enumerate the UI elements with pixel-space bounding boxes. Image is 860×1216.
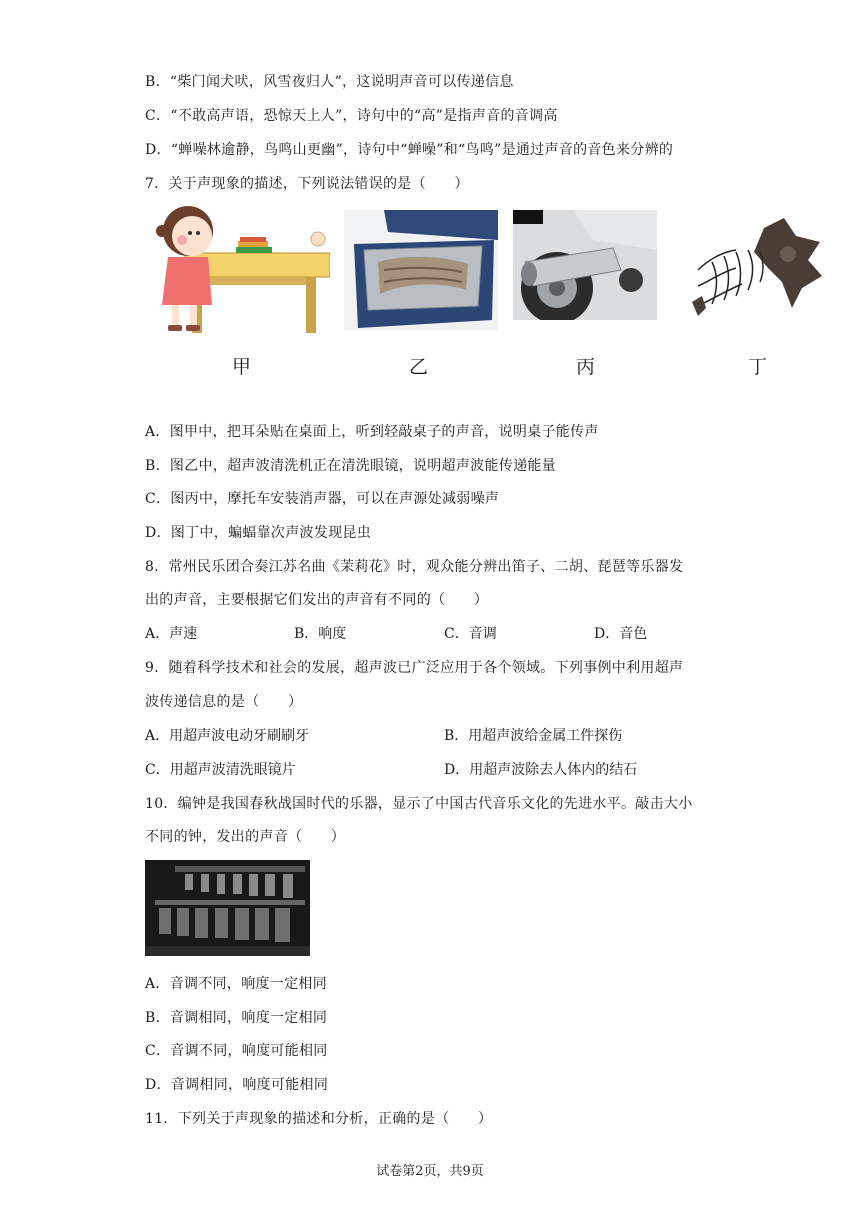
q8-stem-line1: 8．常州民乐团合奏江苏名曲《茉莉花》时，观众能分辨出笛子、二胡、琵琶等乐器发: [145, 559, 684, 575]
q9-option-d: D．用超声波除去人体内的结石: [444, 762, 638, 778]
caption-jia: 甲: [232, 356, 252, 378]
q6-option-b: B．“柴门闻犬吠，风雪夜归人”，这说明声音可以传递信息: [145, 74, 514, 90]
q8-option-c: C．音调: [444, 626, 497, 642]
q9-option-c: C．用超声波清洗眼镜片: [145, 762, 296, 778]
q6-option-c: C．“不敢高声语，恐惊天上人”，诗句中的“高”是指声音的音调高: [145, 108, 558, 124]
q8-option-d: D．音色: [594, 626, 648, 642]
q10-stem-line2: 不同的钟，发出的声音（ ）: [145, 829, 346, 845]
q11-stem: 11．下列关于声现象的描述和分析，正确的是（ ）: [145, 1111, 493, 1127]
q10-stem-line1: 10．编钟是我国春秋战国时代的乐器，显示了中国古代音乐文化的先进水平。敲击大小: [145, 796, 693, 812]
q9-stem-line2: 波传递信息的是（ ）: [145, 694, 303, 710]
q9-stem-line1: 9．随着科学技术和社会的发展，超声波已广泛应用于各个领域。下列事例中利用超声: [145, 660, 684, 676]
q10-option-c: C．音调不同，响度可能相同: [145, 1043, 328, 1059]
figure-bianzhong-bells: [145, 860, 310, 956]
caption-bing: 丙: [576, 356, 596, 378]
figure-ding-bat-echolocation: [684, 212, 828, 332]
q10-option-a: A．音调不同，响度一定相同: [145, 976, 328, 992]
q10-option-d: D．音调相同，响度可能相同: [145, 1077, 329, 1093]
q10-option-b: B．音调相同，响度一定相同: [145, 1010, 328, 1026]
q7-option-d: D．图丁中，蝙蝠靠次声波发现昆虫: [145, 525, 372, 541]
q9-option-a: A．用超声波电动牙刷刷牙: [145, 728, 310, 744]
page-footer: 试卷第2页，共9页: [376, 1164, 484, 1179]
figure-yi-ultrasonic-cleaner: [344, 210, 498, 330]
q9-option-b: B．用超声波给金属工件探伤: [444, 728, 623, 744]
q7-option-c: C．图丙中，摩托车安装消声器，可以在声源处减弱噪声: [145, 491, 500, 507]
q6-option-d: D．“蝉噪林逾静，鸟鸣山更幽”，诗句中“蝉噪”和“鸟鸣”是通过声音的音色来分辨的: [145, 142, 674, 158]
q7-stem: 7．关于声现象的描述，下列说法错误的是（ ）: [145, 176, 469, 192]
caption-yi: 乙: [409, 356, 429, 378]
figure-bing-motorcycle-muffler: [513, 210, 657, 320]
q8-option-b: B．响度: [294, 626, 347, 642]
q8-stem-line2: 出的声音，主要根据它们发出的声音有不同的（ ）: [145, 592, 489, 608]
q7-option-b: B．图乙中，超声波清洗机正在清洗眼镜，说明超声波能传递能量: [145, 458, 556, 474]
figure-jia-girl-table: [150, 205, 330, 335]
q7-option-a: A．图甲中，把耳朵贴在桌面上，听到轻敲桌子的声音，说明桌子能传声: [145, 424, 599, 440]
caption-ding: 丁: [748, 356, 768, 378]
q8-option-a: A．声速: [145, 626, 198, 642]
